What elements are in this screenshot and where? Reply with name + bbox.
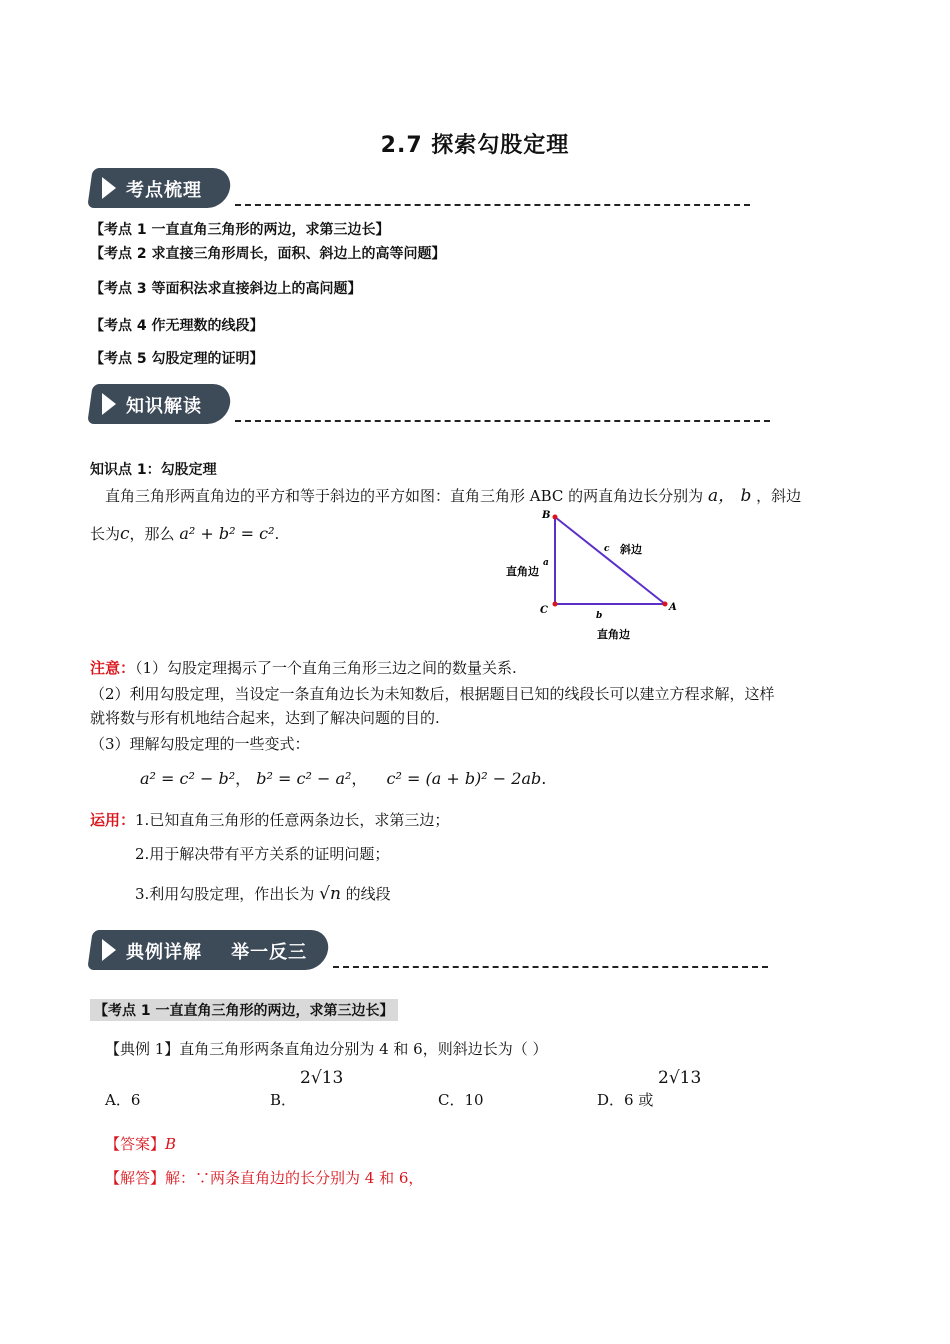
label-a: a <box>543 558 549 568</box>
option-a: A．6 <box>105 1091 141 1109</box>
kaodian-item-2: 【考点 2 求直接三角形周长，面积、斜边上的高等问题】 <box>90 246 446 262</box>
note-text: （1）勾股定理揭示了一个直角三角形三边之间的数量关系. <box>135 659 517 677</box>
usage-line-3 <box>135 882 391 906</box>
knowledge-text-end: ，斜边 <box>756 487 802 505</box>
answer-line <box>105 1132 176 1156</box>
option-b-label: B． <box>270 1091 297 1109</box>
vertex-a-dot <box>663 602 668 607</box>
note-line-2a: （2）利用勾股定理，当设定一条直角边长为未知数后，根据题目已知的线段长可以建立方程求解，这样 <box>90 685 775 703</box>
answer-label: 【答案】 <box>105 1135 166 1153</box>
knowledge-line-1 <box>105 484 801 508</box>
label-leg-left: 直角边 <box>506 565 539 578</box>
note-line-1 <box>90 656 517 680</box>
usage-text: 3.利用勾股定理，作出长为 <box>135 885 315 903</box>
banner-label: 知识解读 <box>126 396 202 417</box>
label-b: b <box>596 611 603 621</box>
play-arrow-icon <box>102 939 116 961</box>
dashed-divider <box>333 966 768 968</box>
example-kaodian-box: 【考点 1 一直直角三角形的两边，求第三边长】 <box>90 999 398 1021</box>
example-question: 【典例 1】直角三角形两条直角边分别为 4 和 6，则斜边长为（ ） <box>105 1040 548 1058</box>
option-d-math: 2√13 <box>658 1068 702 1088</box>
note-label: 注意： <box>90 659 136 677</box>
period: . <box>541 769 547 788</box>
kaodian-item-1: 【考点 1 一直直角三角形的两边，求第三边长】 <box>90 222 390 238</box>
period: . <box>274 525 280 543</box>
knowledge-text: 长为 <box>90 525 121 543</box>
label-C: C <box>540 605 548 616</box>
usage-line-2: 2.用于解决带有平方关系的证明问题； <box>135 845 390 863</box>
section-banner-dianli <box>90 930 768 970</box>
note-line-3: （3）理解勾股定理的一些变式： <box>90 735 310 753</box>
knowledge-text: ，那么 <box>129 525 175 543</box>
vertex-b-dot <box>553 515 558 520</box>
play-arrow-icon <box>102 177 116 199</box>
variant-formula-1: a² = c² − b² <box>140 769 236 788</box>
dashed-divider <box>235 204 750 206</box>
separator: ， <box>235 769 252 788</box>
usage-label: 运用： <box>90 811 136 829</box>
knowledge-text: 直角三角形两直角边的平方和等于斜边的平方如图：直角三角形 ABC 的两直角边长分别为 <box>105 487 704 505</box>
right-triangle-diagram <box>500 505 690 645</box>
note-line-2b: 就将数与形有机地结合起来，达到了解决问题的目的. <box>90 709 440 727</box>
option-b-math: 2√13 <box>300 1068 344 1088</box>
solution-line <box>105 1166 423 1190</box>
label-leg-bottom: 直角边 <box>597 628 630 641</box>
vars-ab: a， b <box>707 486 752 506</box>
play-arrow-icon <box>102 393 116 415</box>
separator: ， <box>351 769 368 788</box>
formula-variants <box>140 766 546 789</box>
vertex-c-dot <box>553 602 558 607</box>
banner-label: 考点梳理 <box>126 180 202 201</box>
section-banner-kaodian <box>90 168 750 208</box>
sqrt-n: √n <box>319 884 341 904</box>
label-B: B <box>542 510 551 521</box>
solution-text: 解：∵两条直角边的长分别为 4 和 6， <box>165 1169 424 1187</box>
label-A: A <box>669 602 677 613</box>
label-c: c <box>604 544 610 554</box>
variant-formula-3: c² = (a + b)² − 2ab <box>386 769 542 788</box>
solution-label: 【解答】 <box>105 1169 166 1187</box>
knowledge-heading: 知识点 1：勾股定理 <box>90 462 217 478</box>
usage-text: 的线段 <box>345 885 391 903</box>
section-banner-zhishi <box>90 384 770 424</box>
dashed-divider <box>235 420 770 422</box>
option-c: C．10 <box>438 1091 484 1109</box>
usage-text: 1.已知直角三角形的任意两条边长，求第三边； <box>135 811 450 829</box>
knowledge-line-2 <box>90 522 279 546</box>
option-b <box>270 1088 296 1112</box>
label-hypotenuse: 斜边 <box>620 543 642 556</box>
pythagorean-formula: a² + b² = c² <box>179 524 275 543</box>
kaodian-item-4: 【考点 4 作无理数的线段】 <box>90 318 264 334</box>
answer-value: B <box>165 1135 177 1153</box>
banner-label: 典例详解 举一反三 <box>126 942 308 963</box>
kaodian-item-3: 【考点 3 等面积法求直接斜边上的高问题】 <box>90 281 362 297</box>
kaodian-item-5: 【考点 5 勾股定理的证明】 <box>90 351 264 367</box>
page-title: 2.7 探索勾股定理 <box>380 133 570 158</box>
variant-formula-2: b² = c² − a² <box>256 769 352 788</box>
option-d: D．6 或 <box>597 1091 654 1109</box>
hypotenuse-c <box>555 517 665 604</box>
usage-line-1 <box>90 808 449 832</box>
var-c: c <box>120 524 130 544</box>
